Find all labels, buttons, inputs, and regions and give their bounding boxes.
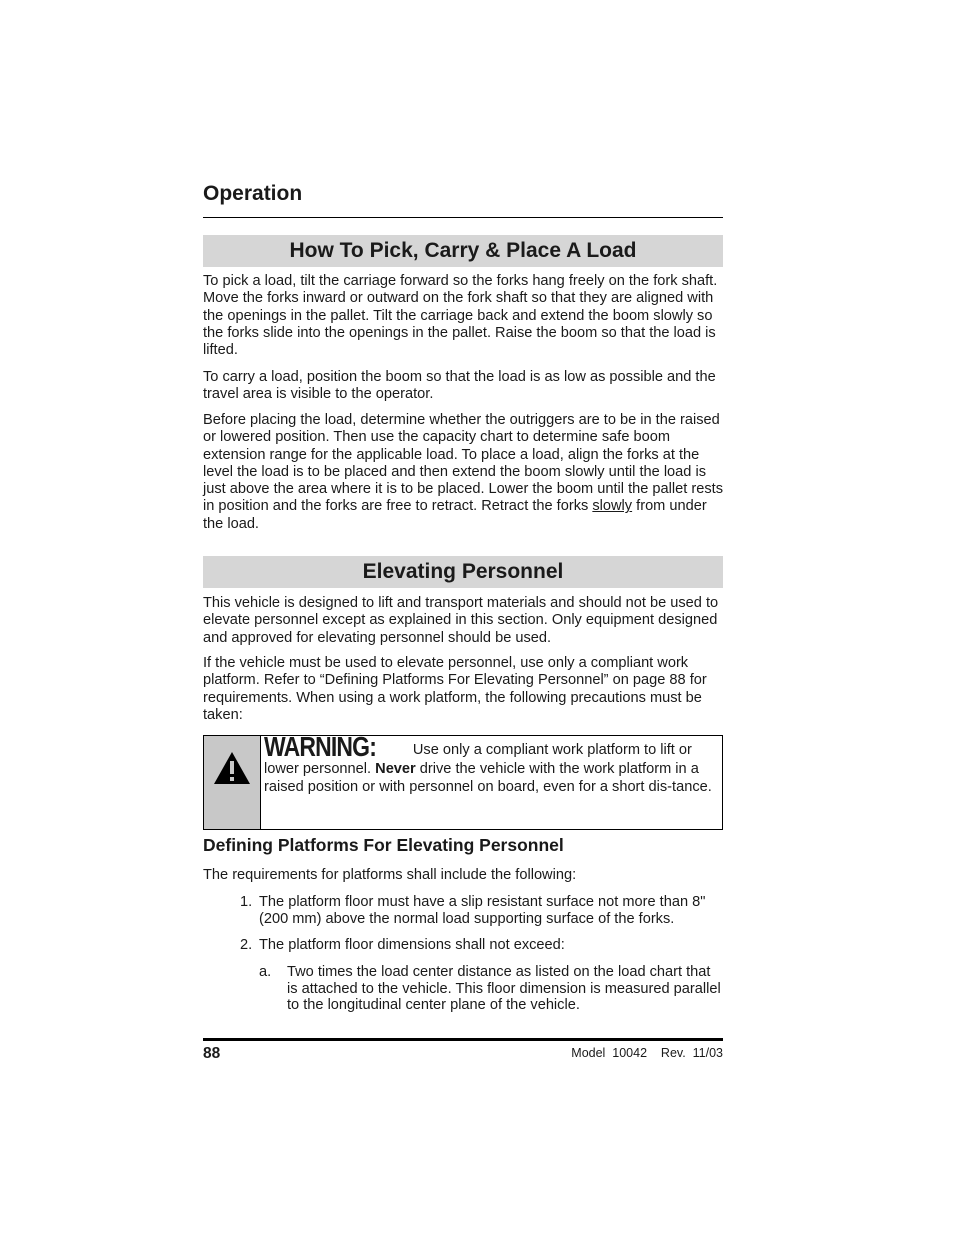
platforms-intro: The requirements for platforms shall include the following: [203,867,577,883]
section-heading: Operation [203,182,303,205]
warning-triangle-icon [212,750,252,786]
list-item-text: The platform floor must have a slip resistant surface not more than 8" (200 mm) above the normal load supporting surface of the forks. [259,894,706,928]
list-item-text: The platform floor dimensions shall not exceed: [259,937,565,953]
model-revision: Model 10042 Rev. 11/03 [571,1046,723,1060]
warning-label: WARNING: [264,731,377,762]
personnel-section-title: Elevating Personnel [203,556,723,588]
personnel-paragraph-1: This vehicle is designed to lift and transport materials and should not be used to elevate personnel except as explained in this section. Only equipment designed and approved for elevating personnel should be used. [203,595,719,646]
warning-message [264,731,716,797]
list-number: 1. [240,894,253,910]
list-number: 2. [240,937,253,953]
platforms-heading: Defining Platforms For Elevating Personnel [203,835,564,855]
list-item [240,937,725,954]
underlined-word: slowly [592,498,633,515]
sub-list-letter: a. [259,964,272,980]
load-section-title: How To Pick, Carry & Place A Load [203,235,723,267]
personnel-paragraph-2: If the vehicle must be used to elevate personnel, use only a compliant work platform. Refer to “Defining Platforms For Elevating Personnel” on page 88 for requirements. When using a work platform, the following precautions must be taken: [203,655,707,723]
warning-bold-word: Never [375,760,416,777]
warning-text-end: drive the vehicle with the work platform in a raised position or with personnel on board, even for a short dis-tance. [264,760,712,795]
load-paragraph-3-end: from under the load. [203,498,707,532]
load-paragraph-1: To pick a load, tilt the carriage forward so the forks hang freely on the fork shaft. Move the forks inward or outward on the fork shaft so that they are aligned with the openings in the pallet. Tilt the carriage back and extend the boom slowly so the forks slide into the openings in the pallet. Raise the boom so that the load is lifted. [203,273,718,359]
footer-rule [203,1038,723,1041]
sub-list-item-text: Two times the load center distance as listed on the load chart that is attached to the vehicle. This floor dimension is measured parallel to the longitudinal center plane of the vehicle. [287,964,721,1013]
load-paragraph-2: To carry a load, position the boom so that the load is as low as possible and the travel area is visible to the operator. [203,369,716,403]
load-paragraph-3 [203,412,723,533]
load-paragraph-3-text: Before placing the load, determine whether the outriggers are to be in the raised or lowered position. Then use the capacity chart to determine safe boom extension range for the applicable load. To place a load, align the forks at the level the load is to be placed and then extend the boom slowly until the load is just above the area where it is to be placed. Lower the boom until the pallet rests in position and the forks are free to retract. Retract the forks [203,412,724,515]
warning-sidebar [204,736,261,829]
sub-list-item [259,964,722,1014]
page-number: 88 [203,1045,221,1062]
header-rule [203,217,723,218]
warning-box [203,731,723,830]
list-item [240,894,725,929]
warning-text-start: Use only a compliant work platform to lift or lower personnel. [264,742,692,777]
